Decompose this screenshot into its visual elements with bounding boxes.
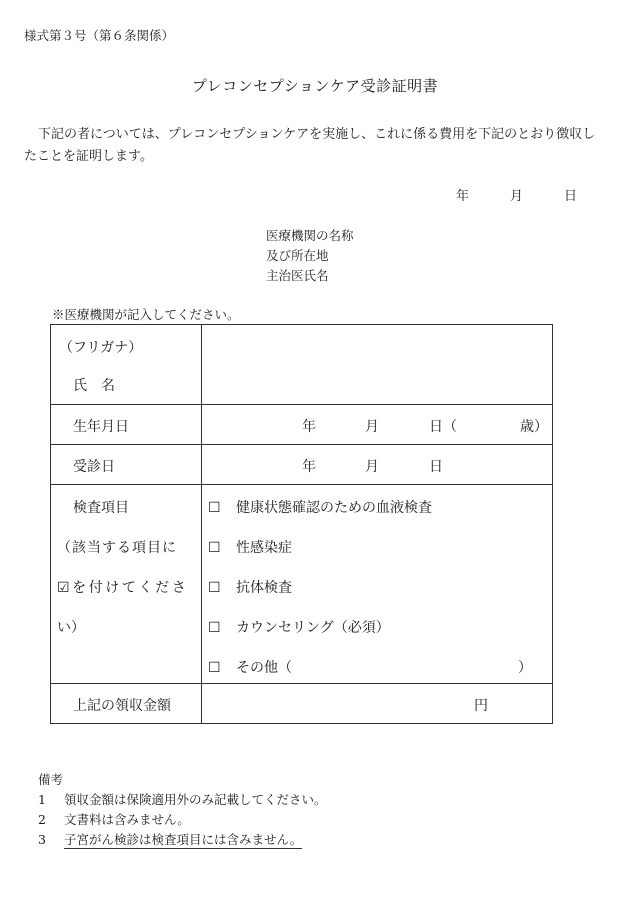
birth-month-label: 月 — [365, 419, 379, 435]
remark-text: 子宮がん検診は検査項目には含みません。 — [64, 832, 303, 847]
issuer-address: 及び所在地 — [266, 248, 329, 263]
birthdate-label-cell — [51, 405, 202, 445]
remark-text: 文書料は含みません。 — [64, 812, 190, 827]
certificate-table — [50, 324, 553, 724]
exam-item-label: 性感染症 — [236, 540, 292, 556]
exam-item-label: カウンセリング（必須） — [236, 620, 390, 636]
exam-item-label: その他（ — [236, 660, 292, 676]
intro-text: 下記の者については、プレコンセプションケアを実施し、これに係る費用を下記のとおり徴収したことを証明します。 — [24, 127, 596, 164]
issuer-doctor-name: 主治医氏名 — [266, 268, 329, 283]
name-row — [51, 325, 553, 405]
date-year-label: 年 — [456, 189, 470, 204]
visit-day-label: 日 — [429, 459, 443, 475]
name-label-cell — [51, 325, 202, 405]
fee-label-cell — [51, 684, 202, 724]
birthdate-input-cell[interactable] — [202, 405, 553, 445]
exam-item-blood-test[interactable] — [208, 497, 432, 517]
checkbox-icon[interactable]: ☐ — [208, 500, 221, 516]
exam-item-other[interactable] — [208, 657, 292, 677]
exam-item-antibody[interactable] — [208, 577, 292, 597]
date-month-label: 月 — [510, 189, 524, 204]
remark-item — [38, 790, 327, 808]
table-note: ※医療機関が記入してください。 — [52, 307, 240, 322]
age-label: 歳） — [520, 419, 548, 435]
visit-date-label: 受診日 — [73, 459, 115, 475]
birthdate-row — [51, 405, 553, 445]
other-close-paren: ） — [518, 660, 532, 676]
visit-year-label: 年 — [302, 459, 316, 475]
remark-number: 3 — [38, 832, 46, 847]
exam-item-counseling[interactable] — [208, 617, 390, 637]
birth-year-label: 年 — [302, 419, 316, 435]
name-label: 氏 名 — [73, 378, 115, 394]
issuer-institution-name: 医療機関の名称 — [266, 228, 354, 243]
fee-input-cell[interactable] — [202, 684, 553, 724]
exam-items-label: 検査項目 — [73, 500, 129, 516]
remarks-title: 備考 — [38, 772, 64, 787]
checkbox-icon[interactable]: ☐ — [208, 620, 221, 636]
fee-unit: 円 — [474, 698, 488, 714]
remark-text: 領収金額は保険適用外のみ記載してください。 — [64, 792, 327, 807]
form-number: 様式第３号（第６条関係） — [24, 28, 175, 43]
fee-label: 上記の領収金額 — [73, 698, 171, 714]
exam-items-cell — [202, 485, 553, 684]
checkbox-icon[interactable]: ☐ — [208, 580, 221, 596]
birthdate-label: 生年月日 — [73, 419, 129, 435]
name-input-cell[interactable] — [202, 325, 553, 405]
furigana-label: （フリガナ） — [59, 340, 143, 356]
exam-items-instruction-3: い） — [57, 620, 85, 636]
exam-item-label: 健康状態確認のための血液検査 — [236, 500, 432, 516]
visit-label-cell — [51, 445, 202, 485]
exam-items-row — [51, 485, 553, 684]
visit-month-label: 月 — [365, 459, 379, 475]
exam-item-std[interactable] — [208, 537, 292, 557]
page-title: プレコンセプションケア受診証明書 — [191, 77, 439, 95]
remark-item — [38, 810, 190, 828]
exam-item-label: 抗体検査 — [236, 580, 292, 596]
fee-row — [51, 684, 553, 724]
checkbox-icon[interactable]: ☐ — [208, 660, 221, 676]
visit-date-row — [51, 445, 553, 485]
remark-number: 1 — [38, 792, 46, 807]
visit-date-input-cell[interactable] — [202, 445, 553, 485]
exam-items-instruction-2: ☑を付けてくださ — [57, 580, 189, 596]
remark-item — [38, 830, 302, 848]
checkbox-icon[interactable]: ☐ — [208, 540, 221, 556]
birth-day-label: 日（ — [429, 419, 457, 435]
exam-items-label-cell — [51, 485, 202, 684]
exam-items-instruction-1: （該当する項目に — [57, 540, 177, 556]
remark-number: 2 — [38, 812, 46, 827]
date-day-label: 日 — [564, 189, 578, 204]
